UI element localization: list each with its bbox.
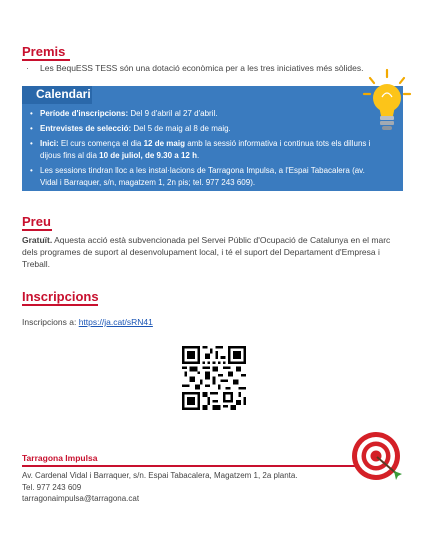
preu-text	[22, 234, 407, 270]
qr-code	[182, 346, 246, 410]
calendari-item-text: Del 9 d'abril al 27 d'abril.	[128, 109, 218, 118]
calendari-list	[28, 108, 373, 192]
preu-bold: Gratuït.	[22, 235, 53, 245]
inscripcions-link[interactable]: https://ja.cat/sRN41	[78, 317, 153, 327]
calendari-item-text: .	[196, 151, 200, 160]
calendari-item-date: 12 de maig	[143, 139, 185, 148]
calendari-item-inici	[28, 138, 373, 162]
footer-contact	[22, 470, 298, 505]
preu-body: Aquesta acció està subvencionada pel Servei Públic d'Ocupació de Catalunya en el marc dels programes de suport al desenvolupament local, i té el suport del Departament d'Empresa i Treball.	[22, 235, 391, 269]
lightbulb-icon	[362, 68, 412, 136]
target-icon	[350, 428, 406, 484]
footer-address: Av. Cardenal Vidal i Barraquer, s/n. Espai Tabacalera, Magatzem 1, 2a planta.	[22, 471, 298, 480]
footer-org: Tarragona Impulsa	[22, 453, 98, 463]
calendari-item-inscripcions	[28, 108, 373, 120]
inscripcions-heading: Inscripcions	[22, 289, 99, 304]
calendari-item-label: Període d'inscripcions:	[40, 109, 129, 118]
premis-underline	[22, 59, 70, 61]
calendari-item-date: 10 de juliol, de 9.30 a 12 h	[99, 151, 197, 160]
calendari-item-entrevistes	[28, 123, 373, 135]
footer-divider	[22, 465, 372, 467]
calendari-item-label: Entrevistes de selecció:	[40, 124, 132, 133]
footer-email[interactable]: tarragonaimpulsa@tarragona.cat	[22, 494, 140, 503]
footer-phone: Tel. 977 243 609	[22, 482, 82, 492]
calendari-heading: Calendari	[36, 87, 91, 101]
calendari-item-text: amb la sessió informativa i continua tots els dilluns i dijous fins al dia	[40, 139, 371, 160]
calendari-item-lloc	[28, 165, 373, 189]
inscripcions-label: Inscripcions a:	[22, 317, 79, 327]
calendari-item-text: Del 5 de maig al 8 de maig.	[131, 124, 231, 133]
premis-bullet: ·	[26, 63, 29, 73]
preu-underline	[22, 229, 52, 231]
preu-heading: Preu	[22, 214, 51, 229]
calendari-item-label: Inici:	[40, 139, 59, 148]
premis-heading: Premis	[22, 44, 66, 59]
inscripcions-underline	[22, 304, 98, 306]
calendari-item-text: Les sessions tindran lloc a les instal·lacions de Tarragona Impulsa, a l'Espai Tabacalera (av. Vidal i Barraquer, s/n, magatzem 1, 2n pis; tel. 977 243 609).	[40, 166, 365, 187]
inscripcions-text	[22, 317, 153, 327]
calendari-item-text: El curs comença el dia	[58, 139, 144, 148]
premis-text: Les BequESS TESS són una dotació econòmica per a les tres iniciatives més sòlides.	[40, 63, 364, 73]
